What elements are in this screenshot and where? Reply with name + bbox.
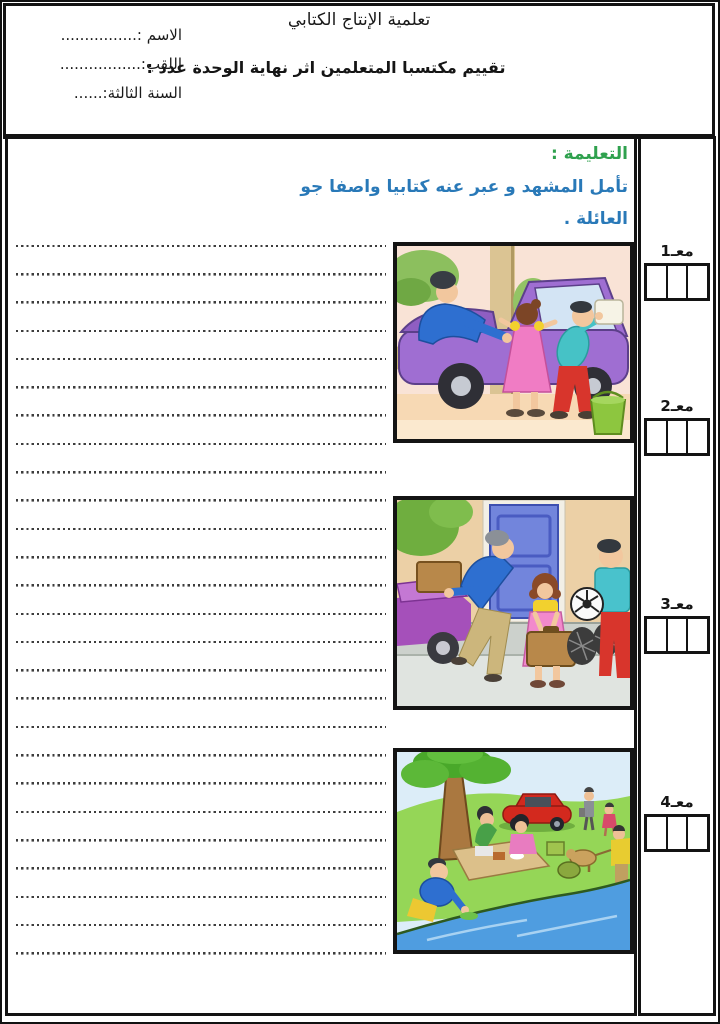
score-cell	[686, 266, 707, 298]
family-unloading-luggage-illustration	[397, 500, 630, 706]
score-cell	[647, 421, 666, 453]
writing-line	[16, 587, 386, 615]
score-item-2	[641, 397, 713, 456]
writing-line	[16, 785, 386, 813]
score-cell	[647, 266, 666, 298]
score-cell	[647, 619, 666, 651]
name-field: الاسم :................	[60, 26, 182, 44]
instruction-line-2: العائلة .	[563, 209, 628, 229]
writing-line	[16, 445, 386, 473]
writing-line	[16, 672, 386, 700]
writing-line	[16, 276, 386, 304]
writing-line	[16, 643, 386, 671]
family-picnic-by-river-illustration	[397, 752, 630, 950]
writing-lines	[16, 219, 386, 955]
main-content-box	[5, 136, 637, 1016]
writing-line	[16, 559, 386, 587]
score-column	[638, 136, 716, 1016]
score-item-1	[641, 242, 713, 301]
writing-line	[16, 219, 386, 247]
score-cell	[666, 421, 687, 453]
instruction-heading: التعليمة :	[550, 144, 628, 164]
writing-line	[16, 898, 386, 926]
writing-line	[16, 474, 386, 502]
score-box-3	[644, 616, 710, 654]
writing-line	[16, 417, 386, 445]
family-washing-car-illustration	[397, 246, 630, 439]
writing-line	[16, 728, 386, 756]
identity-fields	[32, 26, 182, 113]
writing-line	[16, 813, 386, 841]
score-cell	[647, 817, 666, 849]
writing-line	[16, 360, 386, 388]
score-label-3: معـ3	[660, 595, 694, 613]
writing-line	[16, 530, 386, 558]
score-cell	[666, 619, 687, 651]
scene-family-washing-car	[393, 242, 634, 443]
writing-line	[16, 332, 386, 360]
scene-family-unloading-luggage	[393, 496, 634, 710]
writing-line	[16, 615, 386, 643]
surname-field: اللقب:.................	[59, 55, 182, 73]
page-title: تعلمية الإنتاج الكتابي	[287, 10, 431, 30]
score-cell	[666, 817, 687, 849]
score-item-4	[641, 793, 713, 852]
page-subtitle: تقييم مكتسبا المتعلمين اثر نهاية الوحدة عدد :	[146, 58, 506, 77]
writing-line	[16, 502, 386, 530]
score-box-4	[644, 814, 710, 852]
score-label-4: معـ4	[660, 793, 694, 811]
score-item-3	[641, 595, 713, 654]
score-box-2	[644, 418, 710, 456]
writing-line	[16, 842, 386, 870]
score-cell	[686, 619, 707, 651]
score-cell	[686, 421, 707, 453]
writing-line	[16, 870, 386, 898]
grade-field: السنة الثالثة:......	[73, 84, 182, 102]
writing-line	[16, 757, 386, 785]
header-box	[3, 3, 715, 139]
writing-line	[16, 304, 386, 332]
writing-line	[16, 700, 386, 728]
instruction-line-1: تأمل المشهد و عبر عنه كتابيا واصفا جو	[300, 177, 628, 197]
score-label-2: معـ2	[660, 397, 694, 415]
score-box-1	[644, 263, 710, 301]
score-label-1: معـ1	[660, 242, 694, 260]
scene-family-picnic-by-river	[393, 748, 634, 954]
score-cell	[686, 817, 707, 849]
score-cell	[666, 266, 687, 298]
writing-line	[16, 247, 386, 275]
writing-line	[16, 389, 386, 417]
writing-line	[16, 926, 386, 954]
